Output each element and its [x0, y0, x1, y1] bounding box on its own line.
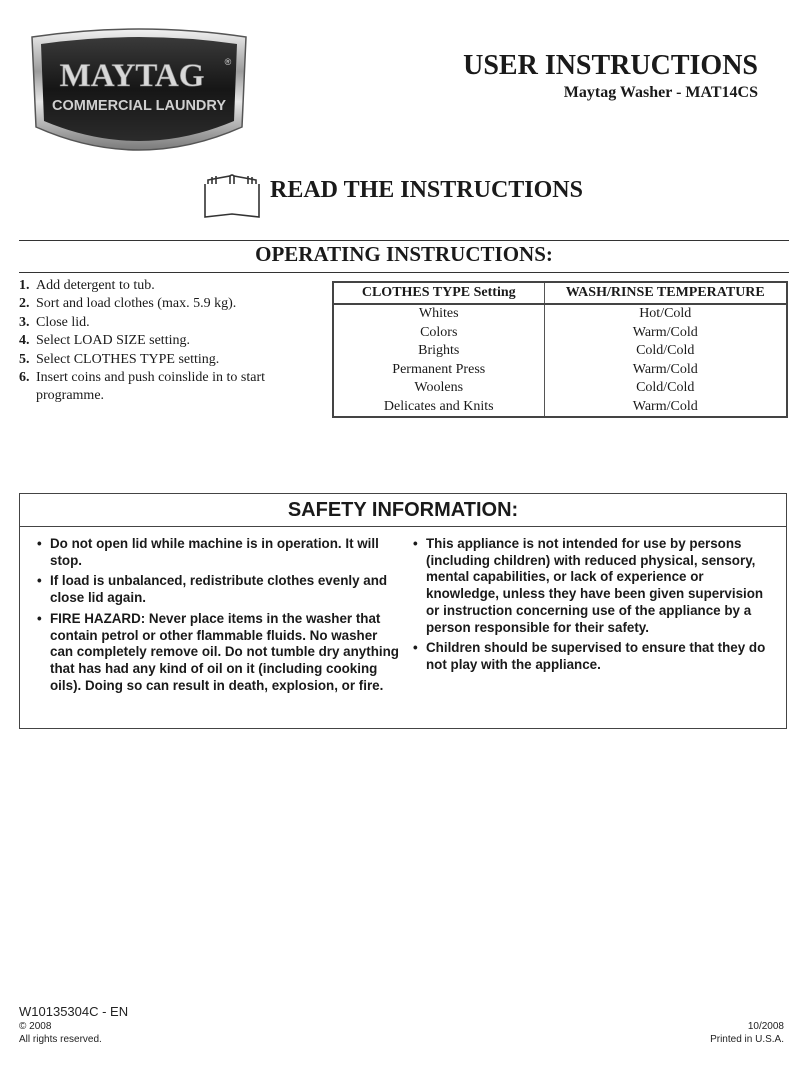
maytag-commercial-laundry-logo: [26, 27, 252, 161]
open-book-icon: [204, 172, 260, 218]
document-code: W10135304C - EN: [19, 1004, 129, 1019]
safety-list-left: [37, 536, 402, 698]
print-date: 10/2008: [747, 1021, 784, 1032]
printed-in: Printed in U.S.A.: [710, 1034, 784, 1045]
step-item: 4. Select LOAD SIZE setting.: [19, 333, 190, 349]
safety-item: • This appliance is not intended for use by persons (including children) with reduced physical, sensory, mental capabilities, or lack of experience or knowledge, unless they have been given supervision or instruction concerning use of the appliance by a person responsible for their safety.: [413, 536, 768, 636]
step-item: 5. Select CLOTHES TYPE setting.: [19, 351, 220, 367]
brand-registered-mark: ®: [224, 57, 232, 67]
rights-reserved: All rights reserved.: [19, 1034, 102, 1045]
divider: [19, 272, 789, 273]
table-row: [333, 304, 787, 324]
table-row: [333, 342, 787, 361]
document-subtitle: Maytag Washer - MAT14CS: [563, 84, 758, 101]
safety-information-heading: SAFETY INFORMATION:: [20, 494, 786, 527]
table-row: [333, 324, 787, 343]
column-header-temperature: WASH/RINSE TEMPERATURE: [544, 282, 787, 304]
temperature-cell: Cold/Cold: [544, 342, 787, 361]
table-row: [333, 398, 787, 418]
safety-list-right: [413, 536, 768, 678]
table-row: [333, 379, 787, 398]
clothes-type-cell: Colors: [333, 324, 544, 343]
safety-item: • Do not open lid while machine is in operation. It will stop.: [37, 536, 402, 569]
clothes-type-cell: Woolens: [333, 379, 544, 398]
clothes-type-cell: Permanent Press: [333, 361, 544, 380]
brand-subtitle: COMMERCIAL LAUNDRY: [52, 98, 226, 114]
table-row: [333, 361, 787, 380]
step-item: 6. Insert coins and push coinslide in to start programme.: [19, 370, 266, 404]
operating-steps-list: [19, 277, 319, 406]
copyright: © 2008: [19, 1021, 52, 1032]
temperature-cell: Hot/Cold: [544, 304, 787, 324]
safety-item: • If load is unbalanced, redistribute clothes evenly and close lid again.: [37, 573, 402, 606]
temperature-cell: Warm/Cold: [544, 398, 787, 418]
table-header-row: [333, 282, 787, 304]
safety-item: • Children should be supervised to ensure that they do not play with the appliance.: [413, 640, 768, 673]
column-header-clothes-type: CLOTHES TYPE Setting: [333, 282, 544, 304]
divider: [19, 240, 789, 241]
clothes-type-cell: Whites: [333, 304, 544, 324]
read-instructions-heading: READ THE INSTRUCTIONS: [270, 177, 583, 203]
temperature-cell: Cold/Cold: [544, 379, 787, 398]
temperature-cell: Warm/Cold: [544, 324, 787, 343]
safety-item: • FIRE HAZARD: Never place items in the washer that contain petrol or other flammable fluids. No washer can completely remove oil. Do not tumble dry anything that has had any kind of oil on it (including cooking oils). Doing so can result in death, explosion, or fire.: [37, 611, 402, 695]
step-item: 2. Sort and load clothes (max. 5.9 kg).: [19, 296, 237, 312]
safety-information-box: [19, 493, 787, 729]
document-title: USER INSTRUCTIONS: [463, 50, 758, 81]
temperature-table: [332, 281, 788, 418]
step-item: 3. Close lid.: [19, 314, 90, 330]
operating-instructions-heading: OPERATING INSTRUCTIONS:: [255, 242, 553, 266]
brand-name: MAYTAG: [59, 58, 205, 94]
step-item: 1. Add detergent to tub.: [19, 278, 155, 293]
clothes-type-cell: Delicates and Knits: [333, 398, 544, 418]
temperature-cell: Warm/Cold: [544, 361, 787, 380]
clothes-type-cell: Brights: [333, 342, 544, 361]
